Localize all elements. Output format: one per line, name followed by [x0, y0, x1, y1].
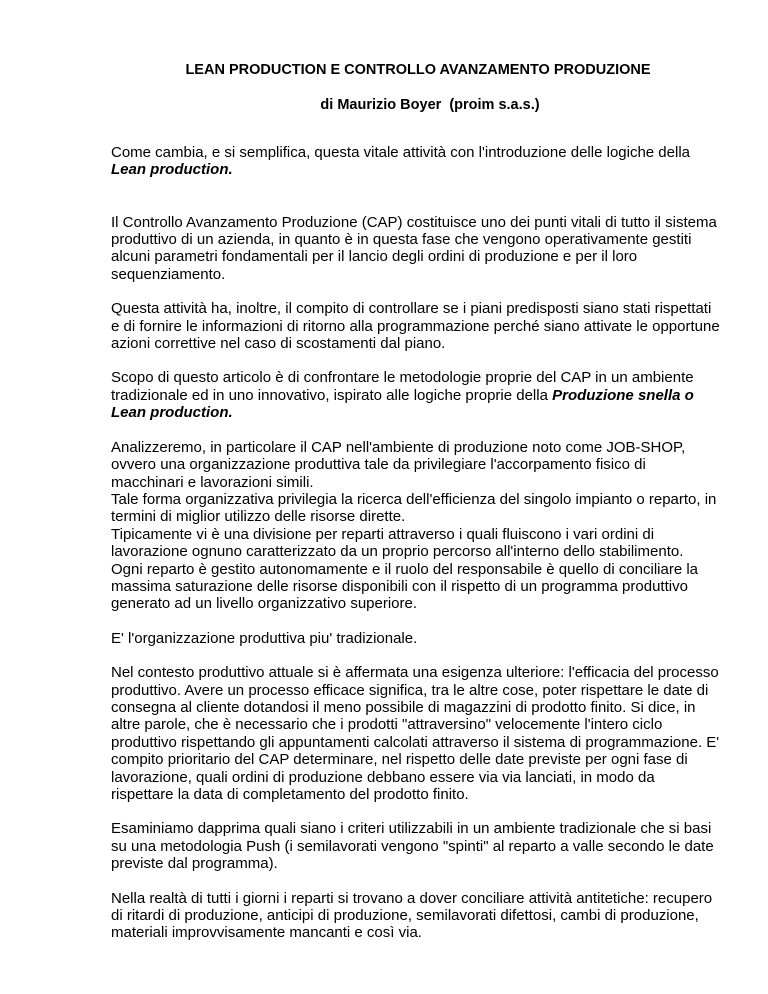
- job-shop-line-3: Tipicamente vi è una divisione per reparti attraverso i quali fluiscono i vari ordini di lavorazione ognuno caratterizzato da un proprio percorso all'interno dello stabilimento.: [111, 525, 684, 561]
- paragraph-article-scope-emphasis: Produzione snella o Lean production.: [111, 386, 694, 422]
- job-shop-line-2: Tale forma organizzativa privilegia la ricerca dell'efficienza del singolo impianto o reparto, in termini di miglior utilizzo delle risorse dirette.: [111, 490, 717, 526]
- intro-text: Come cambia, e si semplifica, questa vitale attività con l'introduzione delle logiche della: [111, 143, 691, 161]
- paragraph-push: Esaminiamo dapprima quali siano i criteri utilizzabili in un ambiente tradizionale che si basi su una metodologia Push (i semilavorati vengono "spinti" al reparto a valle secondo le date previste dal programma).: [111, 820, 714, 873]
- paragraph-traditional: E' l'organizzazione produttiva piu' tradizionale.: [111, 629, 418, 647]
- paragraph-efficacy: Nel contesto produttivo attuale si è affermata una esigenza ulteriore: l'efficacia del processo produttivo. Avere un processo efficace significa, tra le altre cose, poter rispettare le date di consegna al cliente dotandosi il meno possibile di magazzini di prodotto finito. Si dice, in altre parole, che è necessario che i prodotti "attraversino" velocemente l'intero ciclo produttivo rispettando gli appuntamenti calcolati attraverso il sistema di programmazione. E' compito prioritario del CAP determinare, nel rispetto delle date previste per ogni fase di lavorazione, quali ordini di produzione debbano essere via via lanciati, in modo da rispettare la data di completamento del prodotto finito.: [111, 664, 720, 803]
- paragraph-article-scope: [111, 369, 721, 421]
- paragraph-cap-control: Questa attività ha, inoltre, il compito di controllare se i piani predisposti siano stati rispettati e di fornire le informazioni di ritorno alla programmazione perché siano attivate le opportune azioni correttive nel caso di scostamenti dal piano.: [111, 300, 720, 353]
- job-shop-line-4: Ogni reparto è gestito autonomamente e il ruolo del responsabile è quello di conciliare la massima saturazione delle risorse disponibili con il rispetto di un programma produttivo generato ad un livello organizzativo superiore.: [111, 560, 699, 613]
- document-page: [111, 62, 721, 942]
- paragraph-article-scope-text: Scopo di questo articolo è di confrontare le metodologie proprie del CAP in un ambiente tradizionale ed in uno innovativo, ispirato alle logiche proprie della: [111, 369, 694, 404]
- intro-emphasis: Lean production.: [111, 161, 233, 179]
- paragraph-daily-reality: Nella realtà di tutti i giorni i reparti si trovano a dover conciliare attività antitetiche: recupero di ritardi di produzione, anticipi di produzione, semilavorati difettosi, cambi di produzione, materiali improvvisamente mancanti e così via.: [111, 889, 713, 942]
- paragraph-job-shop: [111, 439, 721, 613]
- paragraph-cap-definition: Il Controllo Avanzamento Produzione (CAP) costituisce uno dei punti vitali di tutto il sistema produttivo di un azienda, in quanto è in questa fase che vengono operativamente gestiti alcuni parametri fondamentali per il lancio degli ordini di produzione e per il loro sequenziamento.: [111, 213, 717, 283]
- job-shop-line-1: Analizzeremo, in particolare il CAP nell'ambiente di produzione noto come JOB-SHOP, ovvero una organizzazione produttiva tale da privilegiare l'accorpamento fisico di macchinari e lavorazioni simili.: [111, 438, 686, 491]
- document-author: di Maurizio Boyer (proim s.a.s.): [320, 97, 540, 114]
- intro-paragraph: [111, 144, 721, 179]
- document-title: LEAN PRODUCTION E CONTROLLO AVANZAMENTO PRODUZIONE: [185, 62, 651, 78]
